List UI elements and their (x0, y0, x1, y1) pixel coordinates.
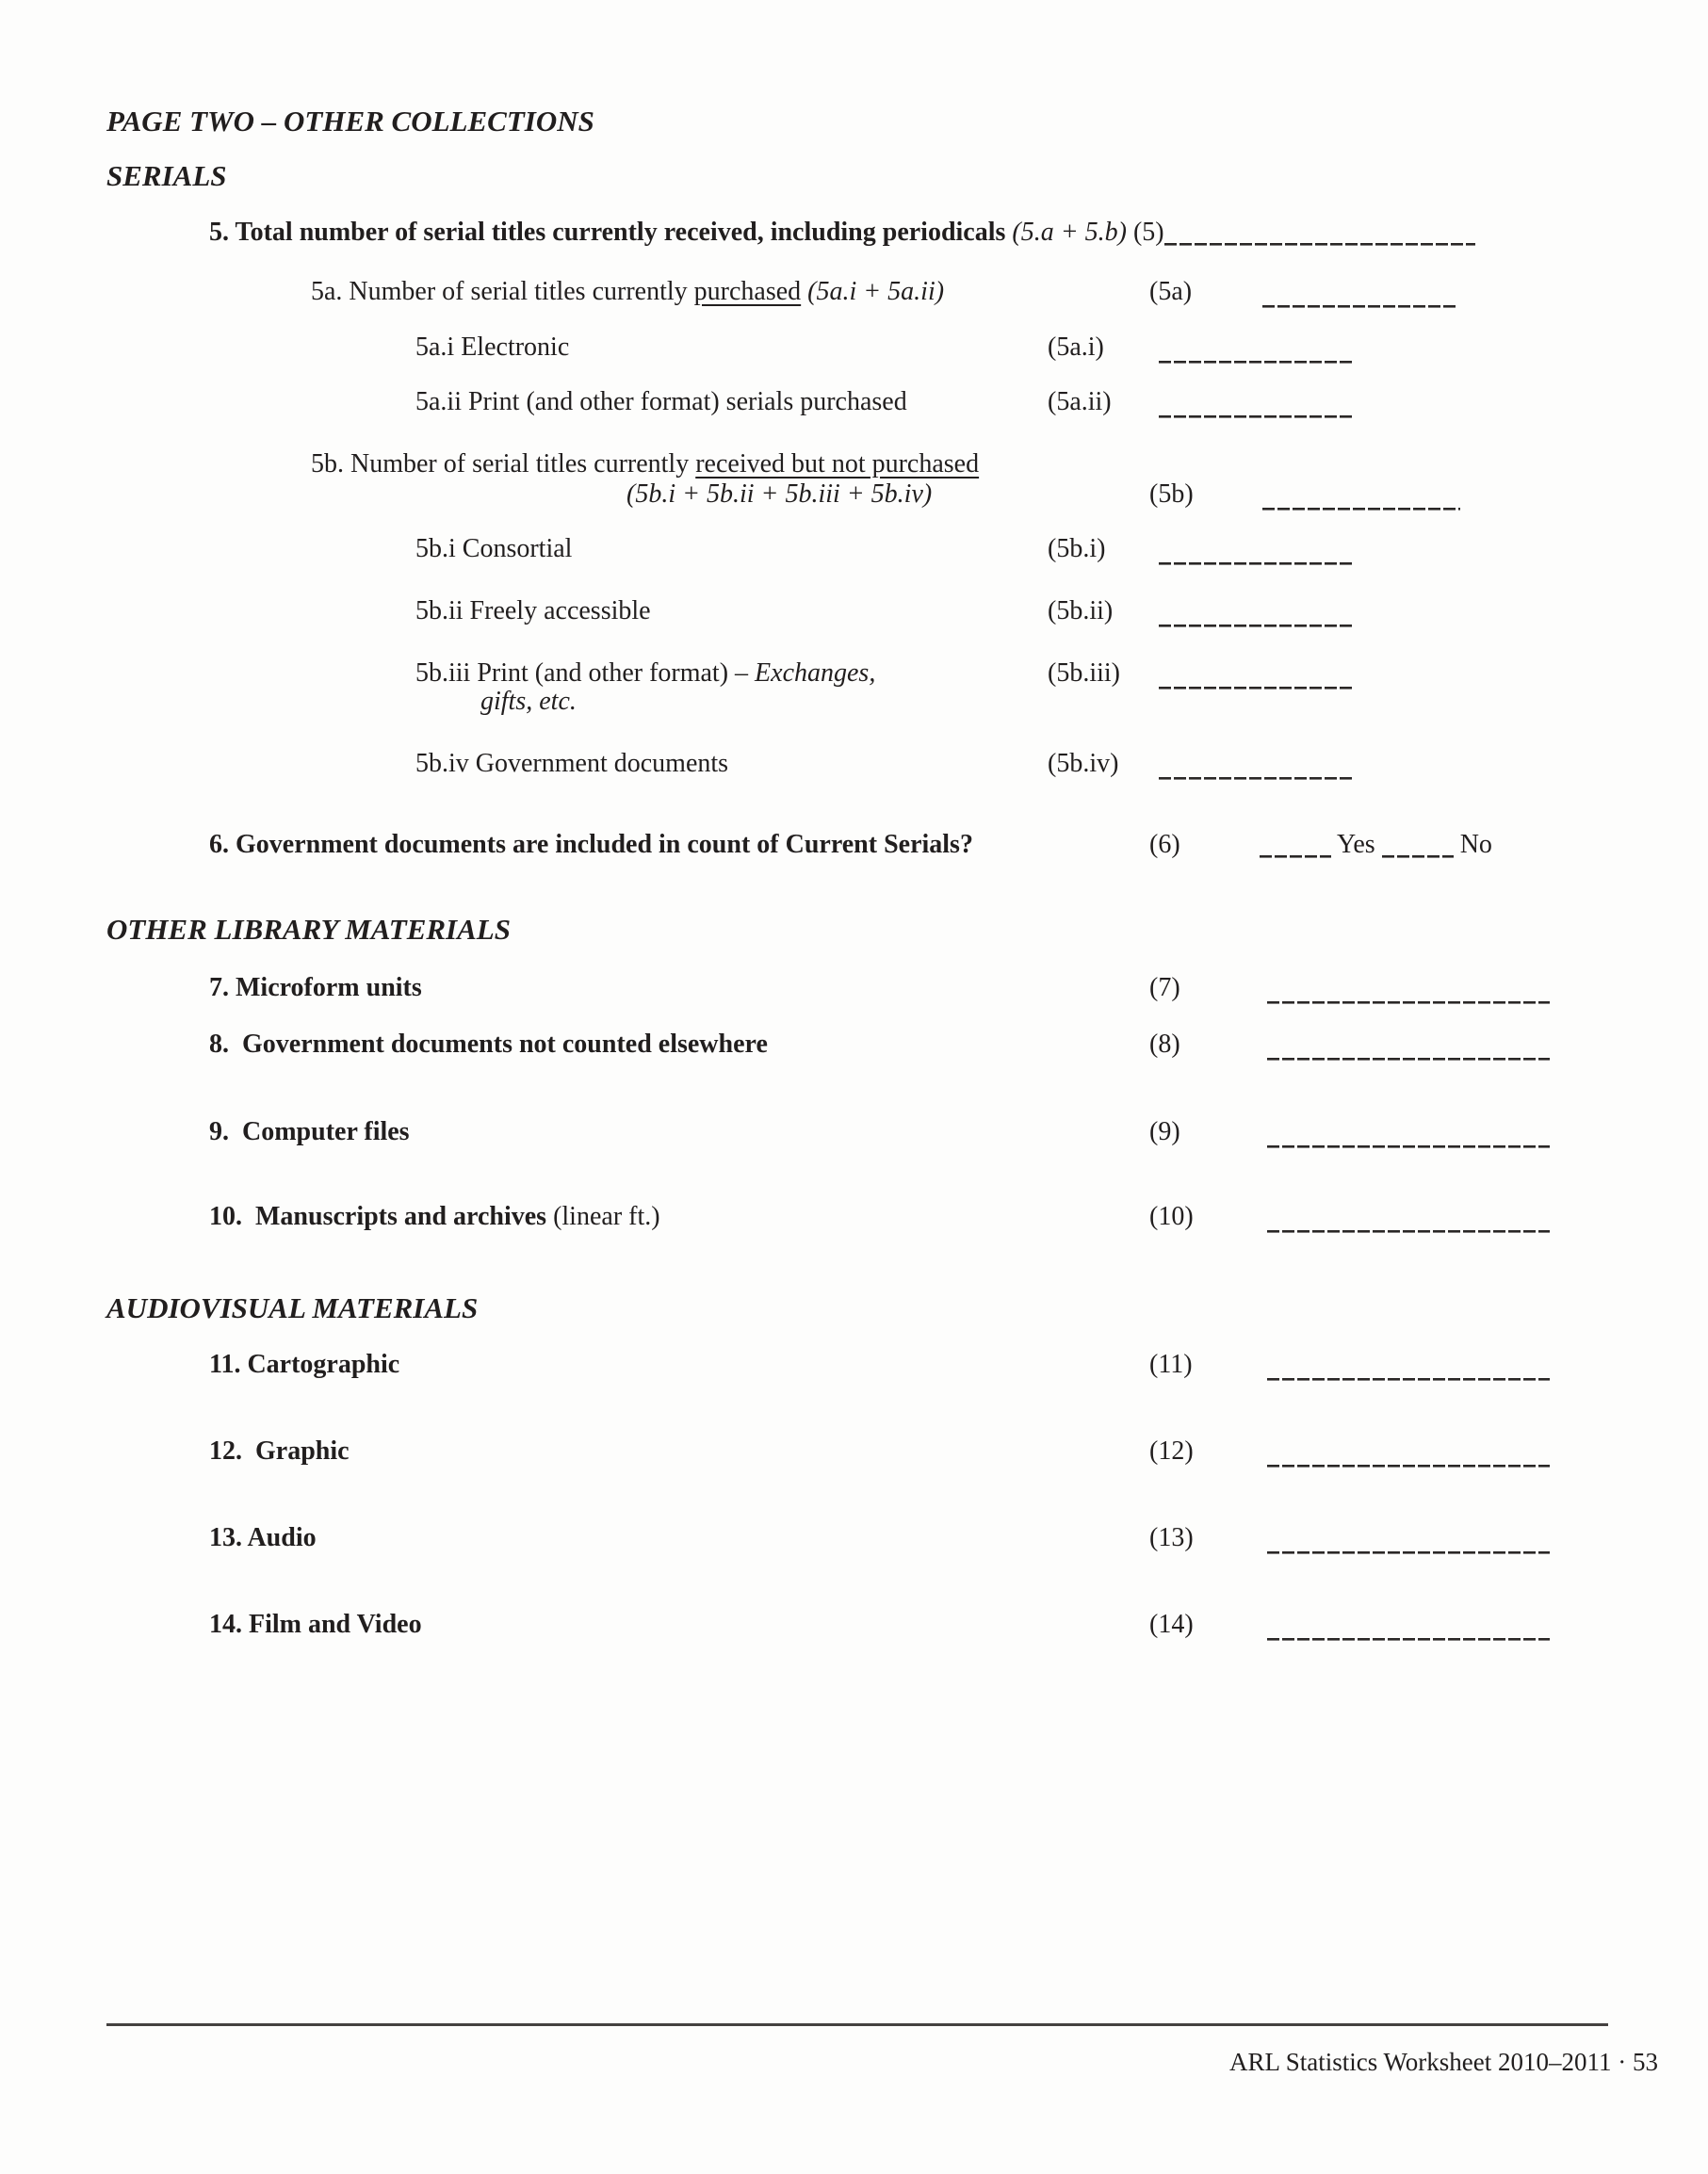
answer-blank-12 (1267, 1436, 1550, 1468)
footer-divider (106, 2023, 1608, 2026)
question-5biii-text: 5b.iii Print (and other format) – (415, 658, 756, 688)
answer-blank-14 (1267, 1609, 1550, 1641)
question-5biv-ref: (5b.iv) (1048, 749, 1119, 778)
question-9-ref: (9) (1149, 1117, 1180, 1146)
question-5-label (209, 217, 1475, 249)
question-8-ref: (8) (1149, 1030, 1180, 1059)
question-5aii-label: 5a.ii Print (and other format) serials purchased (415, 387, 907, 416)
question-5b-text: 5b. Number of serial titles currently (311, 449, 696, 479)
answer-blank-9 (1267, 1116, 1550, 1148)
question-5a-underlined: purchased (693, 277, 802, 306)
question-13-label: 13. Audio (209, 1523, 317, 1552)
question-5a-formula: (5a.i + 5a.ii) (807, 277, 945, 306)
section-heading-serials: SERIALS (106, 159, 227, 192)
question-5b-row (0, 448, 1708, 520)
question-5biii-row (0, 657, 1708, 725)
section-heading-audiovisual-materials: AUDIOVISUAL MATERIALS (106, 1291, 479, 1324)
section-heading-other-library-materials: OTHER LIBRARY MATERIALS (106, 913, 511, 946)
question-10-text: 10. Manuscripts and archives (209, 1202, 547, 1231)
no-label: No (1453, 830, 1492, 859)
question-5bi-ref: (5b.i) (1048, 534, 1106, 563)
question-5a-ref: (5a) (1149, 277, 1193, 306)
question-10-suffix: (linear ft.) (546, 1202, 660, 1231)
question-6-answer-group (1260, 829, 1492, 861)
question-14-label: 14. Film and Video (209, 1610, 422, 1639)
answer-blank-5 (1164, 236, 1475, 246)
question-9-row (0, 1116, 1708, 1154)
question-14-ref: (14) (1149, 1610, 1194, 1639)
answer-blank-5biii (1159, 657, 1352, 690)
question-5biv-label: 5b.iv Government documents (415, 749, 729, 778)
question-11-label: 11. Cartographic (209, 1350, 400, 1379)
answer-blank-5ai (1159, 332, 1352, 364)
question-5a-row (0, 276, 1708, 314)
question-5bi-row (0, 533, 1708, 571)
answer-blank-5bi (1159, 533, 1352, 565)
answer-blank-5biv (1159, 748, 1352, 780)
question-5biii-ref: (5b.iii) (1048, 658, 1120, 688)
yes-label: Yes (1331, 830, 1382, 859)
answer-blank-5a (1262, 276, 1456, 308)
question-5-row (0, 217, 1708, 254)
question-11-ref: (11) (1149, 1350, 1193, 1379)
answer-blank-5bii (1159, 595, 1352, 627)
question-5ai-label: 5a.i Electronic (415, 333, 570, 362)
question-9-label: 9. Computer files (209, 1117, 410, 1146)
question-7-label: 7. Microform units (209, 973, 422, 1002)
footer-page-label: ARL Statistics Worksheet 2010–2011 · 53 (1228, 2048, 1658, 2076)
question-13-row (0, 1522, 1708, 1560)
question-5ai-row (0, 332, 1708, 369)
question-5aii-ref: (5a.ii) (1048, 387, 1112, 416)
page-title: PAGE TWO – OTHER COLLECTIONS (106, 105, 594, 138)
question-5biii-italic-line2: gifts, etc. (480, 687, 577, 716)
question-5biii-italic: Exchanges, (755, 658, 876, 688)
question-7-row (0, 972, 1708, 1010)
question-8-row (0, 1029, 1708, 1066)
question-11-row (0, 1349, 1708, 1387)
question-5bii-row (0, 595, 1708, 633)
answer-blank-11 (1267, 1349, 1550, 1381)
question-5bii-label: 5b.ii Freely accessible (415, 596, 651, 625)
question-6-label: 6. Government documents are included in count of Current Serials? (209, 830, 973, 859)
question-5a-label (311, 276, 944, 308)
question-7-ref: (7) (1149, 973, 1180, 1002)
question-5-text: 5. Total number of serial titles currently received, including periodicals (209, 218, 1006, 247)
question-5aii-row (0, 386, 1708, 424)
question-12-ref: (12) (1149, 1436, 1194, 1466)
question-6-row (0, 829, 1708, 867)
question-13-ref: (13) (1149, 1523, 1194, 1552)
answer-blank-10 (1267, 1201, 1550, 1233)
answer-blank-5b (1262, 479, 1460, 511)
answer-blank-6-yes (1260, 849, 1331, 858)
question-5b-ref: (5b) (1149, 479, 1194, 509)
answer-blank-13 (1267, 1522, 1550, 1554)
question-8-label: 8. Government documents not counted elsewhere (209, 1030, 768, 1059)
question-5biv-row (0, 748, 1708, 786)
question-5a-text: 5a. Number of serial titles currently (311, 277, 694, 306)
question-12-label: 12. Graphic (209, 1436, 350, 1466)
question-12-row (0, 1436, 1708, 1473)
answer-blank-8 (1267, 1029, 1550, 1061)
question-5b-label (311, 448, 979, 480)
question-5bii-ref: (5b.ii) (1048, 596, 1114, 625)
question-5b-underlined: received but not purchased (695, 449, 980, 479)
question-10-label (209, 1201, 660, 1233)
question-10-ref: (10) (1149, 1202, 1194, 1231)
answer-blank-6-no (1382, 849, 1454, 858)
question-14-row (0, 1609, 1708, 1647)
question-5bi-label: 5b.i Consortial (415, 534, 573, 563)
answer-blank-7 (1267, 972, 1550, 1004)
question-5-formula: (5.a + 5.b) (1012, 218, 1127, 247)
question-5-ref: (5) (1132, 218, 1164, 247)
answer-blank-5aii (1159, 386, 1352, 418)
question-5ai-ref: (5a.i) (1048, 333, 1104, 362)
question-10-row (0, 1201, 1708, 1239)
question-6-ref: (6) (1149, 830, 1180, 859)
question-5biii-label (415, 657, 875, 690)
question-5b-formula: (5b.i + 5b.ii + 5b.iii + 5b.iv) (626, 479, 933, 509)
